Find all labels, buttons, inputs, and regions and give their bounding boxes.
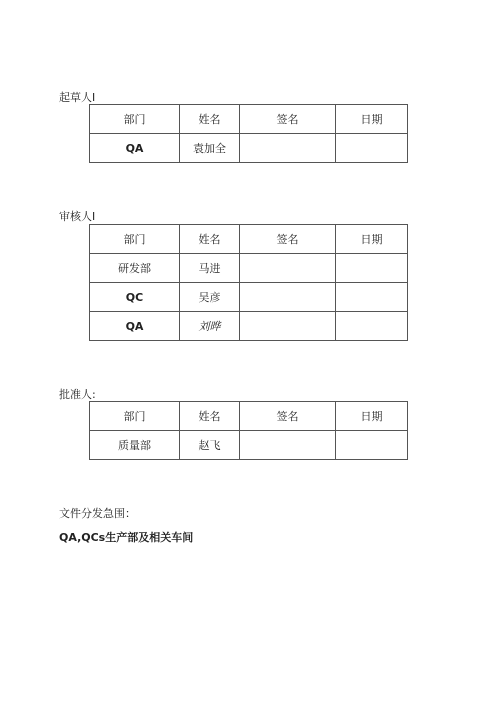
- header-date: 日期: [336, 105, 408, 134]
- reviewer-label: 审核人I: [59, 210, 96, 223]
- header-name: 姓名: [180, 402, 240, 431]
- approver-label: 批准人:: [59, 388, 96, 401]
- name-cell: 马进: [180, 254, 240, 283]
- name-cell: 刘晔: [180, 312, 240, 341]
- header-dept: 部门: [90, 105, 180, 134]
- date-cell[interactable]: [336, 283, 408, 312]
- approver-table: [89, 401, 408, 460]
- table-row: [90, 254, 408, 283]
- signature-cell[interactable]: [240, 431, 336, 460]
- signature-cell[interactable]: [240, 283, 336, 312]
- date-cell[interactable]: [336, 134, 408, 163]
- header-signature: 签名: [240, 105, 336, 134]
- dept-cell: 质量部: [90, 431, 180, 460]
- header-name: 姓名: [180, 225, 240, 254]
- table-header-row: [90, 225, 408, 254]
- header-dept: 部门: [90, 402, 180, 431]
- date-cell[interactable]: [336, 431, 408, 460]
- table-header-row: [90, 402, 408, 431]
- header-date: 日期: [336, 225, 408, 254]
- signature-cell[interactable]: [240, 312, 336, 341]
- header-signature: 签名: [240, 225, 336, 254]
- dept-cell: QA: [90, 312, 180, 341]
- reviewer-table: [89, 224, 408, 341]
- table-header-row: [90, 105, 408, 134]
- dept-cell: 研发部: [90, 254, 180, 283]
- name-cell: 袁加全: [180, 134, 240, 163]
- drafter-table: [89, 104, 408, 163]
- distribution-label: 文件分发急围：: [59, 507, 136, 520]
- date-cell[interactable]: [336, 312, 408, 341]
- table-row: [90, 431, 408, 460]
- header-date: 日期: [336, 402, 408, 431]
- dept-cell: QA: [90, 134, 180, 163]
- date-cell[interactable]: [336, 254, 408, 283]
- name-cell: 吴彦: [180, 283, 240, 312]
- name-cell: 赵飞: [180, 431, 240, 460]
- dept-cell: QC: [90, 283, 180, 312]
- signature-cell[interactable]: [240, 134, 336, 163]
- table-row: [90, 134, 408, 163]
- distribution-value: QA,QCs生产部及相关车间: [59, 531, 194, 544]
- header-dept: 部门: [90, 225, 180, 254]
- table-row: [90, 312, 408, 341]
- table-row: [90, 283, 408, 312]
- header-signature: 签名: [240, 402, 336, 431]
- signature-cell[interactable]: [240, 254, 336, 283]
- header-name: 姓名: [180, 105, 240, 134]
- drafter-label: 起草人I: [59, 91, 96, 104]
